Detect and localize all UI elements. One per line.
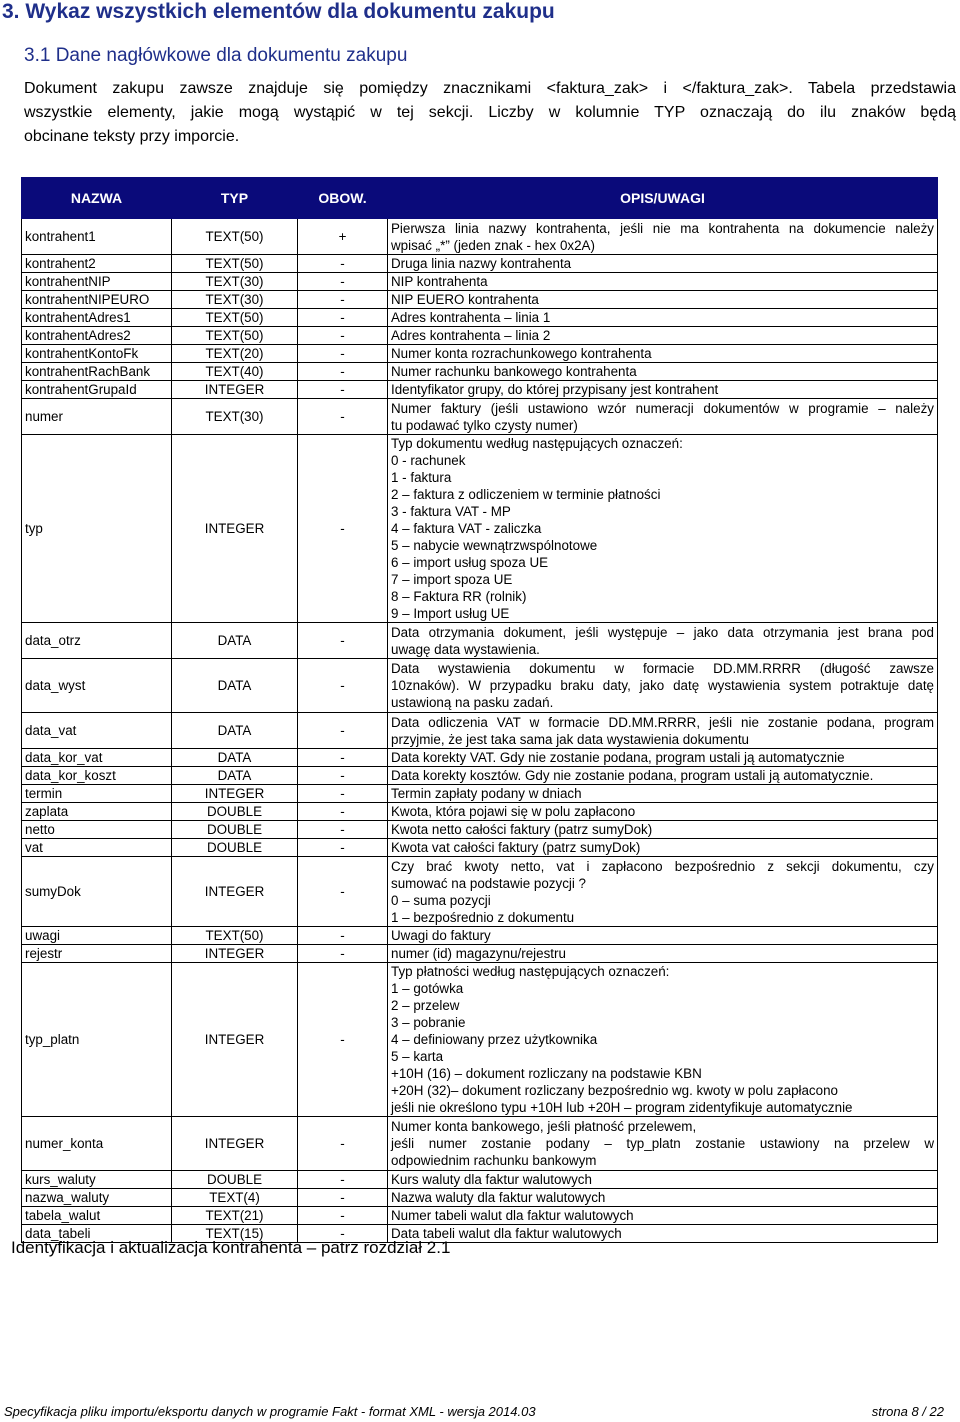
table-row [22, 291, 938, 309]
cell-name: kontrahent1 [22, 219, 172, 255]
description-line: Adres kontrahenta – linia 1 [391, 310, 551, 325]
cell-name: kontrahentNIP [22, 273, 172, 291]
cell-required: - [298, 363, 388, 381]
cell-name: kontrahentNIPEURO [22, 291, 172, 309]
cell-description [388, 713, 938, 749]
cell-name: data_kor_vat [22, 749, 172, 767]
table-row [22, 1207, 938, 1225]
cell-required: - [298, 945, 388, 963]
description-line: 2 – przelew [391, 998, 460, 1013]
cell-name: netto [22, 821, 172, 839]
table-row [22, 273, 938, 291]
description-line: Kurs waluty dla faktur walutowych [391, 1172, 592, 1187]
cell-required: - [298, 857, 388, 927]
description-line: 10znaków). W przypadku braku daty, jako datę wystawienia system potraktuje datę [391, 678, 934, 693]
cell-required: - [298, 1117, 388, 1171]
cell-description [388, 381, 938, 399]
cell-required: - [298, 345, 388, 363]
description-line: 4 – faktura VAT - zaliczka [391, 521, 542, 536]
cell-name: zaplata [22, 803, 172, 821]
cell-required: - [298, 309, 388, 327]
cell-name: typ_platn [22, 963, 172, 1117]
cell-description [388, 659, 938, 713]
description-line: 7 – import spoza UE [391, 572, 513, 587]
table-row [22, 255, 938, 273]
table-row [22, 219, 938, 255]
cell-type: TEXT(30) [172, 291, 298, 309]
table-row [22, 785, 938, 803]
cell-required: - [298, 927, 388, 945]
cell-type: INTEGER [172, 963, 298, 1117]
cell-type: INTEGER [172, 945, 298, 963]
header-type: TYP [172, 178, 298, 219]
cell-name: data_kor_koszt [22, 767, 172, 785]
description-line: NIP EUERO kontrahenta [391, 292, 539, 307]
cell-name: numer_konta [22, 1117, 172, 1171]
description-line: 0 - rachunek [391, 453, 466, 468]
description-line: Identyfikator grupy, do której przypisany jest kontrahent [391, 382, 719, 397]
cell-name: sumyDok [22, 857, 172, 927]
cell-type: INTEGER [172, 381, 298, 399]
cell-description [388, 1225, 938, 1243]
cell-description [388, 803, 938, 821]
description-line: Data wystawienia dokumentu w formacie DD.MM.RRRR (długość zawsze [391, 661, 934, 676]
cell-type: TEXT(50) [172, 255, 298, 273]
cell-type: DATA [172, 623, 298, 659]
description-line: 9 – Import usług UE [391, 606, 510, 621]
cell-name: data_otrz [22, 623, 172, 659]
cell-name: kontrahentAdres1 [22, 309, 172, 327]
footer-document-title: Specyfikacja pliku importu/eksportu danych w programie Fakt - format XML - wersja 2014.03 [4, 1404, 536, 1419]
table-row [22, 345, 938, 363]
cell-name: numer [22, 399, 172, 435]
table-row [22, 713, 938, 749]
cell-description [388, 623, 938, 659]
footer-page-number: strona 8 / 22 [871, 1404, 944, 1419]
cell-required: - [298, 327, 388, 345]
description-line: Numer faktury (jeśli ustawiono wzór numeracji dokumentów w programie – należy [391, 400, 934, 416]
description-line: sumować na podstawie pozycji ? [391, 875, 587, 891]
cell-required: - [298, 623, 388, 659]
cell-type: TEXT(50) [172, 309, 298, 327]
intro-line: Dokument zakupu zawsze znajduje się pomiędzy znacznikami <faktura_zak> i </faktura_zak>. Tabela przedstawia [24, 80, 956, 97]
description-line: numer (id) magazynu/rejestru [391, 946, 566, 961]
cell-type: DATA [172, 713, 298, 749]
cell-required: - [298, 821, 388, 839]
cell-type: INTEGER [172, 857, 298, 927]
description-line: Termin zapłaty podany w dniach [391, 786, 582, 801]
table-row [22, 1171, 938, 1189]
cell-name: vat [22, 839, 172, 857]
cell-description [388, 291, 938, 309]
subsection-heading: 3.1 Dane nagłówkowe dla dokumentu zakupu [24, 45, 408, 66]
description-line: 8 – Faktura RR (rolnik) [391, 589, 527, 604]
table-row [22, 381, 938, 399]
cell-description [388, 1117, 938, 1171]
header-name: NAZWA [22, 178, 172, 219]
table-row [22, 927, 938, 945]
cell-type: TEXT(50) [172, 327, 298, 345]
cell-name: nazwa_waluty [22, 1189, 172, 1207]
description-line: NIP kontrahenta [391, 274, 488, 289]
cell-name: kontrahentRachBank [22, 363, 172, 381]
description-line: Data korekty VAT. Gdy nie zostanie podana, program ustali ją automatycznie [391, 750, 845, 765]
description-line: Kwota vat całości faktury (patrz sumyDok) [391, 840, 641, 855]
cell-type: TEXT(40) [172, 363, 298, 381]
cell-name: kontrahentAdres2 [22, 327, 172, 345]
cell-name: rejestr [22, 945, 172, 963]
cell-type: DOUBLE [172, 839, 298, 857]
section-heading: 3. Wykaz wszystkich elementów dla dokumentu zakupu [2, 0, 555, 23]
cell-description [388, 839, 938, 857]
cell-required: - [298, 1225, 388, 1243]
description-line: +20H (32)– dokument rozliczany bezpośrednio wg. kwoty w polu zapłacono [391, 1083, 838, 1098]
cell-type: TEXT(50) [172, 927, 298, 945]
description-line: 0 – suma pozycji [391, 892, 491, 908]
cell-description [388, 399, 938, 435]
cell-name: kurs_waluty [22, 1171, 172, 1189]
cell-description [388, 435, 938, 623]
cell-description [388, 255, 938, 273]
cell-required: - [298, 381, 388, 399]
description-line: 3 - faktura VAT - MP [391, 504, 511, 519]
description-line: jeśli numer zostanie podany – typ_platn zostanie ustawiony na przelew w [391, 1136, 934, 1151]
cell-name: kontrahent2 [22, 255, 172, 273]
cell-required: - [298, 963, 388, 1117]
table-row [22, 803, 938, 821]
description-line: Typ dokumentu według następujących oznaczeń: [391, 436, 683, 451]
description-line: Uwagi do faktury [391, 928, 491, 943]
cell-type: DATA [172, 749, 298, 767]
description-line: 5 – nabycie wewnątrzwspólnotowe [391, 538, 598, 553]
description-line: 3 – pobranie [391, 1015, 466, 1030]
description-line: wpisać „*” (jeden znak - hex 0x2A) [391, 237, 595, 253]
description-line: Czy brać kwoty netto, vat i zapłacono bezpośrednio z sekcji dokumentu, czy [391, 858, 934, 874]
cell-description [388, 309, 938, 327]
table-row [22, 327, 938, 345]
cell-description [388, 927, 938, 945]
cell-type: INTEGER [172, 785, 298, 803]
table-row [22, 659, 938, 713]
cell-type: DOUBLE [172, 821, 298, 839]
cell-description [388, 857, 938, 927]
cell-required: - [298, 291, 388, 309]
intro-paragraph [24, 77, 956, 149]
cell-type: DATA [172, 767, 298, 785]
cell-required: + [298, 219, 388, 255]
cell-name: typ [22, 435, 172, 623]
cell-required: - [298, 785, 388, 803]
description-line: Data otrzymania dokument, jeśli występuje – jako data otrzymania jest brana pod [391, 624, 934, 640]
header-required: OBOW. [298, 178, 388, 219]
header-description: OPIS/UWAGI [388, 178, 938, 219]
cell-description [388, 1171, 938, 1189]
cell-description [388, 945, 938, 963]
table-row [22, 963, 938, 1117]
cell-type: DOUBLE [172, 803, 298, 821]
cell-type: TEXT(4) [172, 1189, 298, 1207]
cell-description [388, 219, 938, 255]
cell-required: - [298, 255, 388, 273]
description-line: 6 – import usług spoza UE [391, 555, 549, 570]
description-line: odpowiednim rachunku bankowym [391, 1153, 597, 1168]
description-line: Kwota, która pojawi się w polu zapłacono [391, 804, 636, 819]
cell-required: - [298, 273, 388, 291]
description-line: Kwota netto całości faktury (patrz sumyDok) [391, 822, 653, 837]
description-line: 1 – gotówka [391, 981, 464, 996]
cell-required: - [298, 1189, 388, 1207]
description-line: Nazwa waluty dla faktur walutowych [391, 1190, 606, 1205]
description-line: Numer rachunku bankowego kontrahenta [391, 364, 637, 379]
contractor-note: Identyfikacja i aktualizacja kontrahenta – patrz rozdział 2.1 [11, 1238, 451, 1257]
cell-type: INTEGER [172, 435, 298, 623]
table-row [22, 839, 938, 857]
cell-type: INTEGER [172, 1117, 298, 1171]
description-line: Data tabeli walut dla faktur walutowych [391, 1226, 622, 1241]
table-header-row [22, 178, 938, 219]
cell-name: data_tabeli [22, 1225, 172, 1243]
table-body [22, 219, 938, 1243]
description-line: +10H (16) – dokument rozliczany na podstawie KBN [391, 1066, 702, 1081]
description-line: Druga linia nazwy kontrahenta [391, 256, 572, 271]
cell-required: - [298, 767, 388, 785]
cell-required: - [298, 803, 388, 821]
cell-description [388, 1189, 938, 1207]
description-line: Data korekty kosztów. Gdy nie zostanie podana, program ustali ją automatycznie. [391, 768, 874, 783]
description-line: Adres kontrahenta – linia 2 [391, 328, 551, 343]
table-row [22, 857, 938, 927]
cell-required: - [298, 659, 388, 713]
table-row [22, 363, 938, 381]
table-row [22, 399, 938, 435]
description-line: Pierwsza linia nazwy kontrahenta, jeśli nie ma kontrahenta na dokumencie należy [391, 220, 934, 236]
cell-name: data_vat [22, 713, 172, 749]
table-row [22, 623, 938, 659]
description-line: 2 – faktura z odliczeniem w terminie płatności [391, 487, 661, 502]
cell-type: DOUBLE [172, 1171, 298, 1189]
description-line: uwagę data wystawienia. [391, 641, 540, 657]
table-row [22, 945, 938, 963]
intro-line: wszystkie elementy, jakie mogą wystąpić w tej sekcji. Liczby w kolumnie TYP oznaczają do ilu znaków będą [24, 104, 956, 121]
cell-name: data_wyst [22, 659, 172, 713]
cell-type: DATA [172, 659, 298, 713]
table-row [22, 309, 938, 327]
cell-type: TEXT(50) [172, 219, 298, 255]
intro-line: obcinane teksty przy imporcie. [24, 128, 240, 145]
description-line: przyjmie, że jest taka sama jak data wystawienia dokumentu [391, 731, 749, 747]
cell-type: TEXT(20) [172, 345, 298, 363]
description-line: 1 - faktura [391, 470, 452, 485]
cell-required: - [298, 435, 388, 623]
cell-description [388, 767, 938, 785]
description-line: Numer konta bankowego, jeśli płatność przelewem, [391, 1119, 697, 1134]
table-row [22, 821, 938, 839]
cell-name: kontrahentKontoFk [22, 345, 172, 363]
cell-required: - [298, 749, 388, 767]
table-row [22, 749, 938, 767]
table-row [22, 435, 938, 623]
description-line: 5 – karta [391, 1049, 444, 1064]
description-line: Typ płatności według następujących oznaczeń: [391, 964, 670, 979]
description-line: ustawioną na pasku zadań. [391, 695, 554, 710]
description-line: 1 – bezpośrednio z dokumentu [391, 909, 575, 925]
description-line: tu podawać tylko czysty numer) [391, 417, 578, 433]
cell-description [388, 327, 938, 345]
cell-description [388, 345, 938, 363]
table-row [22, 1189, 938, 1207]
cell-description [388, 749, 938, 767]
cell-required: - [298, 1171, 388, 1189]
cell-required: - [298, 713, 388, 749]
cell-name: kontrahentGrupaId [22, 381, 172, 399]
cell-name: uwagi [22, 927, 172, 945]
cell-type: TEXT(30) [172, 399, 298, 435]
cell-type: TEXT(21) [172, 1207, 298, 1225]
table-row [22, 767, 938, 785]
cell-description [388, 821, 938, 839]
elements-table [21, 177, 938, 1243]
cell-required: - [298, 839, 388, 857]
description-line: Data odliczenia VAT w formacie DD.MM.RRRR, jeśli nie zostanie podana, program [391, 714, 934, 730]
cell-name: tabela_walut [22, 1207, 172, 1225]
cell-type: TEXT(15) [172, 1225, 298, 1243]
cell-description [388, 1207, 938, 1225]
cell-description [388, 785, 938, 803]
cell-description [388, 963, 938, 1117]
description-line: Numer tabeli walut dla faktur walutowych [391, 1208, 634, 1223]
cell-type: TEXT(30) [172, 273, 298, 291]
description-line: Numer konta rozrachunkowego kontrahenta [391, 346, 652, 361]
cell-description [388, 363, 938, 381]
cell-required: - [298, 399, 388, 435]
cell-required: - [298, 1207, 388, 1225]
cell-description [388, 273, 938, 291]
table-row [22, 1117, 938, 1171]
description-line: jeśli nie określono typu +10H lub +20H – program zidentyfikuje automatycznie [391, 1100, 853, 1115]
cell-name: termin [22, 785, 172, 803]
description-line: 4 – definiowany przez użytkownika [391, 1032, 598, 1047]
